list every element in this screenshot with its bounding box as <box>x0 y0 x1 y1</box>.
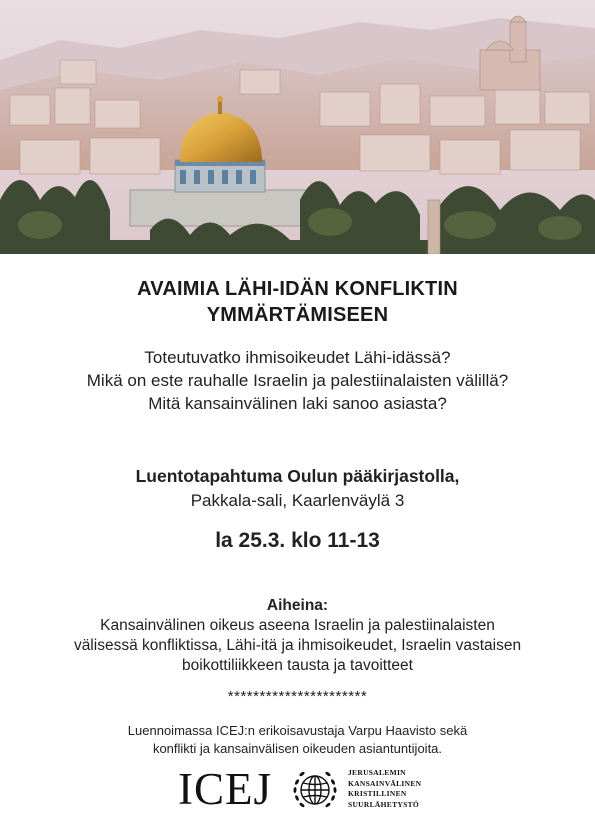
topics-line-1: Kansainvälinen oikeus aseena Israelin ja palestiinalaisten <box>100 617 495 634</box>
venue-place: Pakkala-sali, Kaarlenväylä 3 <box>190 491 405 510</box>
topics-heading: Aiheina: <box>266 597 329 614</box>
speaker-line-2: konflikti ja kansainvälisen oikeuden asiantuntijoita. <box>152 741 443 756</box>
question-3: Mitä kansainvälinen laki sanoo asiasta? <box>148 394 447 413</box>
logo-subtitle-line-1: JERUSALEMIN <box>348 768 406 777</box>
globe-laurel-icon <box>288 762 342 816</box>
topics-line-2: välisessä konfliktissa, Lähi-itä ja ihmisoikeudet, Israelin vastaisen <box>73 637 522 654</box>
title-line-1: AVAIMIA LÄHI-IDÄN KONFLIKTIN <box>137 278 458 300</box>
question-1: Toteutuvatko ihmisoikeudet Lähi-idässä? <box>144 348 451 367</box>
logo-wordmark: ICEJ <box>178 764 272 814</box>
event-date: la 25.3. klo 11-13 <box>215 529 380 552</box>
question-2: Mikä on este rauhalle Israelin ja palestiinalaisten välillä? <box>86 371 509 390</box>
jerusalem-skyline-illustration <box>0 0 595 254</box>
title-line-2: YMMÄRTÄMISEEN <box>206 304 389 326</box>
speaker-info <box>0 722 595 758</box>
logo-subtitle-line-3: KRISTILLINEN <box>348 789 407 798</box>
speaker-line-1: Luennoimassa ICEJ:n erikoisavustaja Varpu Haavisto sekä <box>127 723 468 738</box>
topics-line-3: boikottiliikkeen tausta ja tavoitteet <box>182 657 413 674</box>
questions-block <box>0 346 595 415</box>
icej-logo <box>178 760 428 818</box>
hero-image-jerusalem <box>0 0 595 254</box>
event-title <box>0 276 595 328</box>
logo-subtitle-line-2: KANSAINVÄLINEN <box>348 778 422 788</box>
separator-stars: ********************** <box>227 688 368 705</box>
logo-subtitle-line-4: SUURLÄHETYSTÖ <box>348 799 420 809</box>
topics-list <box>0 616 595 676</box>
venue-event: Luentotapahtuma Oulun pääkirjastolla, <box>135 466 460 486</box>
logo-subtitle <box>348 768 421 810</box>
